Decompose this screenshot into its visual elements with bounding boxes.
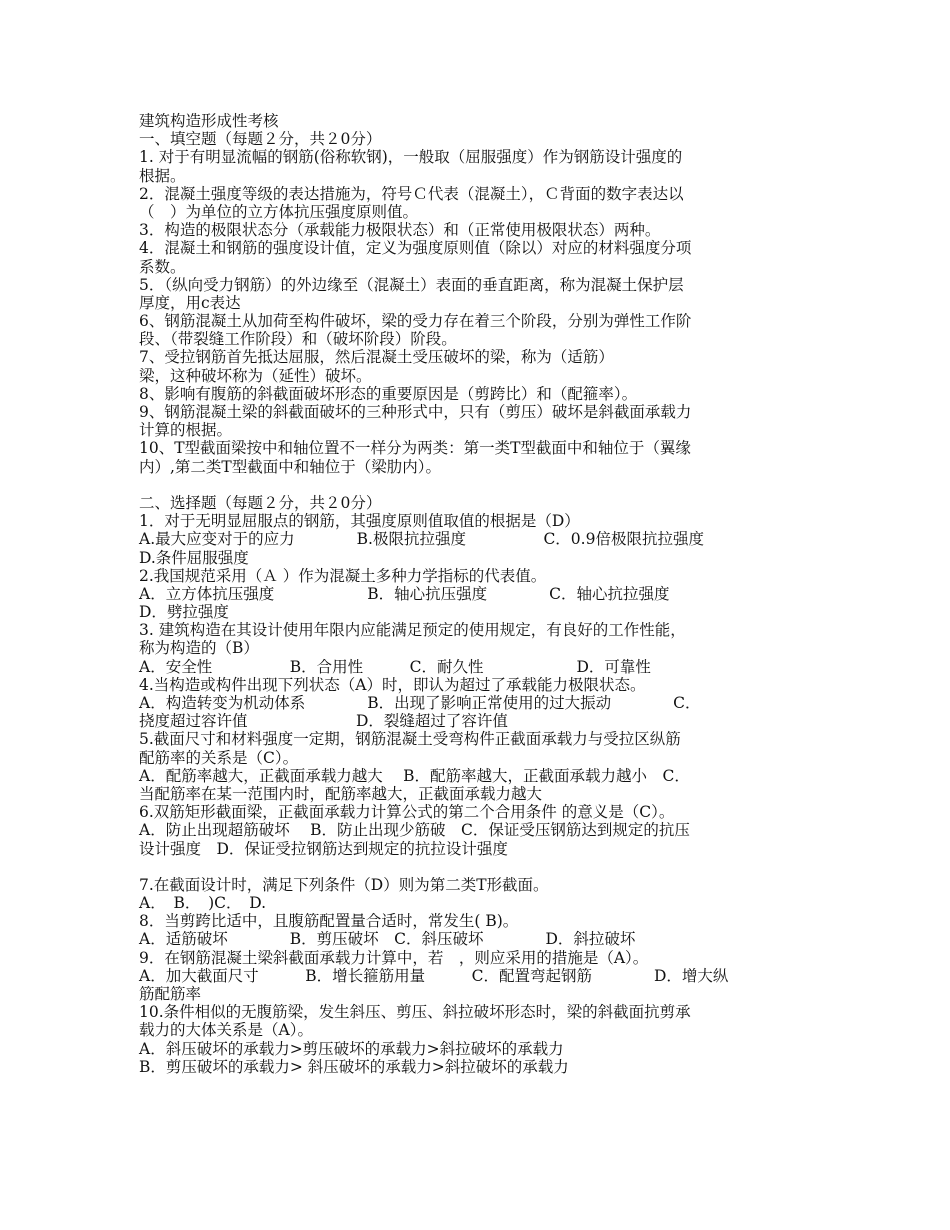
- text-line: A．适筋破坏 B．剪压破坏 C．斜压破坏 D．斜拉破坏: [139, 930, 636, 949]
- text-line: 8、影响有腹筋的斜截面破坏形态的重要原因是（剪跨比）和（配箍率）。: [139, 384, 638, 403]
- text-line: 8．当剪跨比适中，且腹筋配置量合适时，常发生( B)。: [139, 912, 519, 931]
- text-line: 10、T型截面梁按中和轴位置不一样分为两类：第一类T型截面中和轴位于（翼缘: [139, 439, 691, 458]
- text-line: 2．混凝土强度等级的表达措施为，符号Ｃ代表（混凝土），Ｃ背面的数字表达以: [139, 184, 684, 203]
- blank-line: [139, 858, 819, 876]
- text-line: 设计强度 D．保证受拉钢筋达到规定的抗拉设计强度: [139, 839, 508, 858]
- document-page: [139, 112, 819, 1076]
- text-line: 4．混凝土和钢筋的强度设计值，定义为强度原则值（除以）对应的材料强度分项: [139, 239, 692, 258]
- section-2-heading: 二、选择题（每题２分，共２0分）: [139, 493, 382, 512]
- text-line: 挠度超过容许值 D．裂缝超过了容许值: [139, 712, 508, 731]
- text-line: 称为构造的（B）: [139, 639, 259, 658]
- section-2-body-part-2: [139, 876, 819, 1076]
- text-line: A．防止出现超筋破坏 B．防止出现少筋破 C．保证受压钢筋达到规定的抗压: [139, 821, 690, 840]
- text-line: A． B． )C． D.: [139, 894, 267, 913]
- text-line: A．配筋率越大，正截面承载力越大 B．配筋率越大，正截面承载力越小 C．: [139, 766, 690, 785]
- text-line: 6.双筋矩形截面梁，正截面承载力计算公式的第二个合用条件 的意义是（C）。: [139, 803, 675, 822]
- text-line: 9．在钢筋混凝土梁斜截面承载力计算中，若 ，则应采用的措施是（A）。: [139, 948, 649, 967]
- text-line: 2.我国规范采用（Ａ ）作为混凝土多种力学指标的代表值。: [139, 566, 547, 585]
- text-line: 内）,第二类T型截面中和轴位于（梁肋内）。: [139, 457, 442, 476]
- text-line: 10.条件相似的无腹筋梁，发生斜压、剪压、斜拉破坏形态时，梁的斜截面抗剪承: [139, 1003, 691, 1022]
- text-line: 梁，这种破坏称为（延性）破坏。: [139, 366, 372, 385]
- text-line: 7.在截面设计时，满足下列条件（D）则为第二类T形截面。: [139, 875, 549, 894]
- text-line: 计算的根据。: [139, 421, 233, 440]
- document-title: 建筑构造形成性考核: [139, 112, 279, 130]
- section-2-body-part-1: [139, 512, 819, 858]
- text-line: 配筋率的关系是（C）。: [139, 748, 299, 767]
- text-line: 3．构造的极限状态分（承载能力极限状态）和（正常使用极限状态）两种。: [139, 221, 661, 240]
- text-line: 4.当构造或构件出现下列状态（A）时，即认为超过了承载能力极限状态。: [139, 675, 646, 694]
- text-line: 5.截面尺寸和材料强度一定期，钢筋混凝土受弯构件正截面承载力与受拉区纵筋: [139, 730, 681, 749]
- text-line: D．劈拉强度: [139, 603, 229, 622]
- text-line: 筋配筋率: [139, 985, 202, 1003]
- text-line: A．构造转变为机动体系 B．出现了影响正常使用的过大振动 C．: [139, 694, 701, 712]
- text-line: 7、受拉钢筋首先抵达屈服，然后混凝土受压破坏的梁，称为（适筋）: [139, 348, 614, 367]
- text-line: 6、钢筋混凝土从加荷至构件破坏，梁的受力存在着三个阶段，分别为弹性工作阶: [139, 312, 692, 331]
- text-line: 5．（纵向受力钢筋）的外边缘至（混凝土）表面的垂直距离，称为混凝土保护层: [139, 275, 684, 294]
- text-line: B．剪压破坏的承载力> 斜压破坏的承载力>斜拉破坏的承载力: [139, 1057, 569, 1076]
- text-line: 载力的大体关系是（A）。: [139, 1021, 313, 1040]
- text-line: 1. 对于有明显流幅的钢筋(俗称软钢)，一般取（屈服强度）作为钢筋设计强度的: [139, 148, 683, 167]
- text-line: 1．对于无明显屈服点的钢筋，其强度原则值取值的根据是（D）: [139, 512, 580, 531]
- text-line: 厚度，用c表达: [139, 293, 241, 312]
- blank-line: [139, 476, 819, 494]
- text-line: 3. 建筑构造在其设计使用年限内应能满足预定的使用规定，有良好的工作性能，: [139, 621, 686, 640]
- text-line: 系数。: [139, 257, 186, 276]
- section-1-heading: 一、填空题（每题２分，共２0分）: [139, 130, 382, 149]
- text-line: A．斜压破坏的承载力>剪压破坏的承载力>斜拉破坏的承载力: [139, 1039, 564, 1058]
- text-line: A．加大截面尺寸 B．增长箍筋用量 C．配置弯起钢筋 D．增大纵: [139, 966, 729, 985]
- text-line: A.最大应变对于的应力 B.极限抗拉强度 C．0.9倍极限抗拉强度: [139, 530, 704, 549]
- text-line: 9、钢筋混凝土梁的斜截面破坏的三种形式中，只有（剪压）破坏是斜截面承载力: [139, 403, 692, 421]
- text-line: （ ）为单位的立方体抗压强度原则值。: [139, 202, 419, 221]
- text-line: A．安全性 B．合用性 C．耐久性 D．可靠性: [139, 657, 651, 676]
- text-line: 根据。: [139, 166, 186, 185]
- text-line: D.条件屈服强度: [139, 548, 249, 567]
- section-1-body: [139, 148, 819, 475]
- text-line: A．立方体抗压强度 B．轴心抗压强度 C．轴心抗拉强度: [139, 584, 670, 603]
- text-line: 段、（带裂缝工作阶段）和（破坏阶段）阶段。: [139, 330, 457, 349]
- text-line: 当配筋率在某一范围内时，配筋率越大，正截面承载力越大: [139, 784, 543, 803]
